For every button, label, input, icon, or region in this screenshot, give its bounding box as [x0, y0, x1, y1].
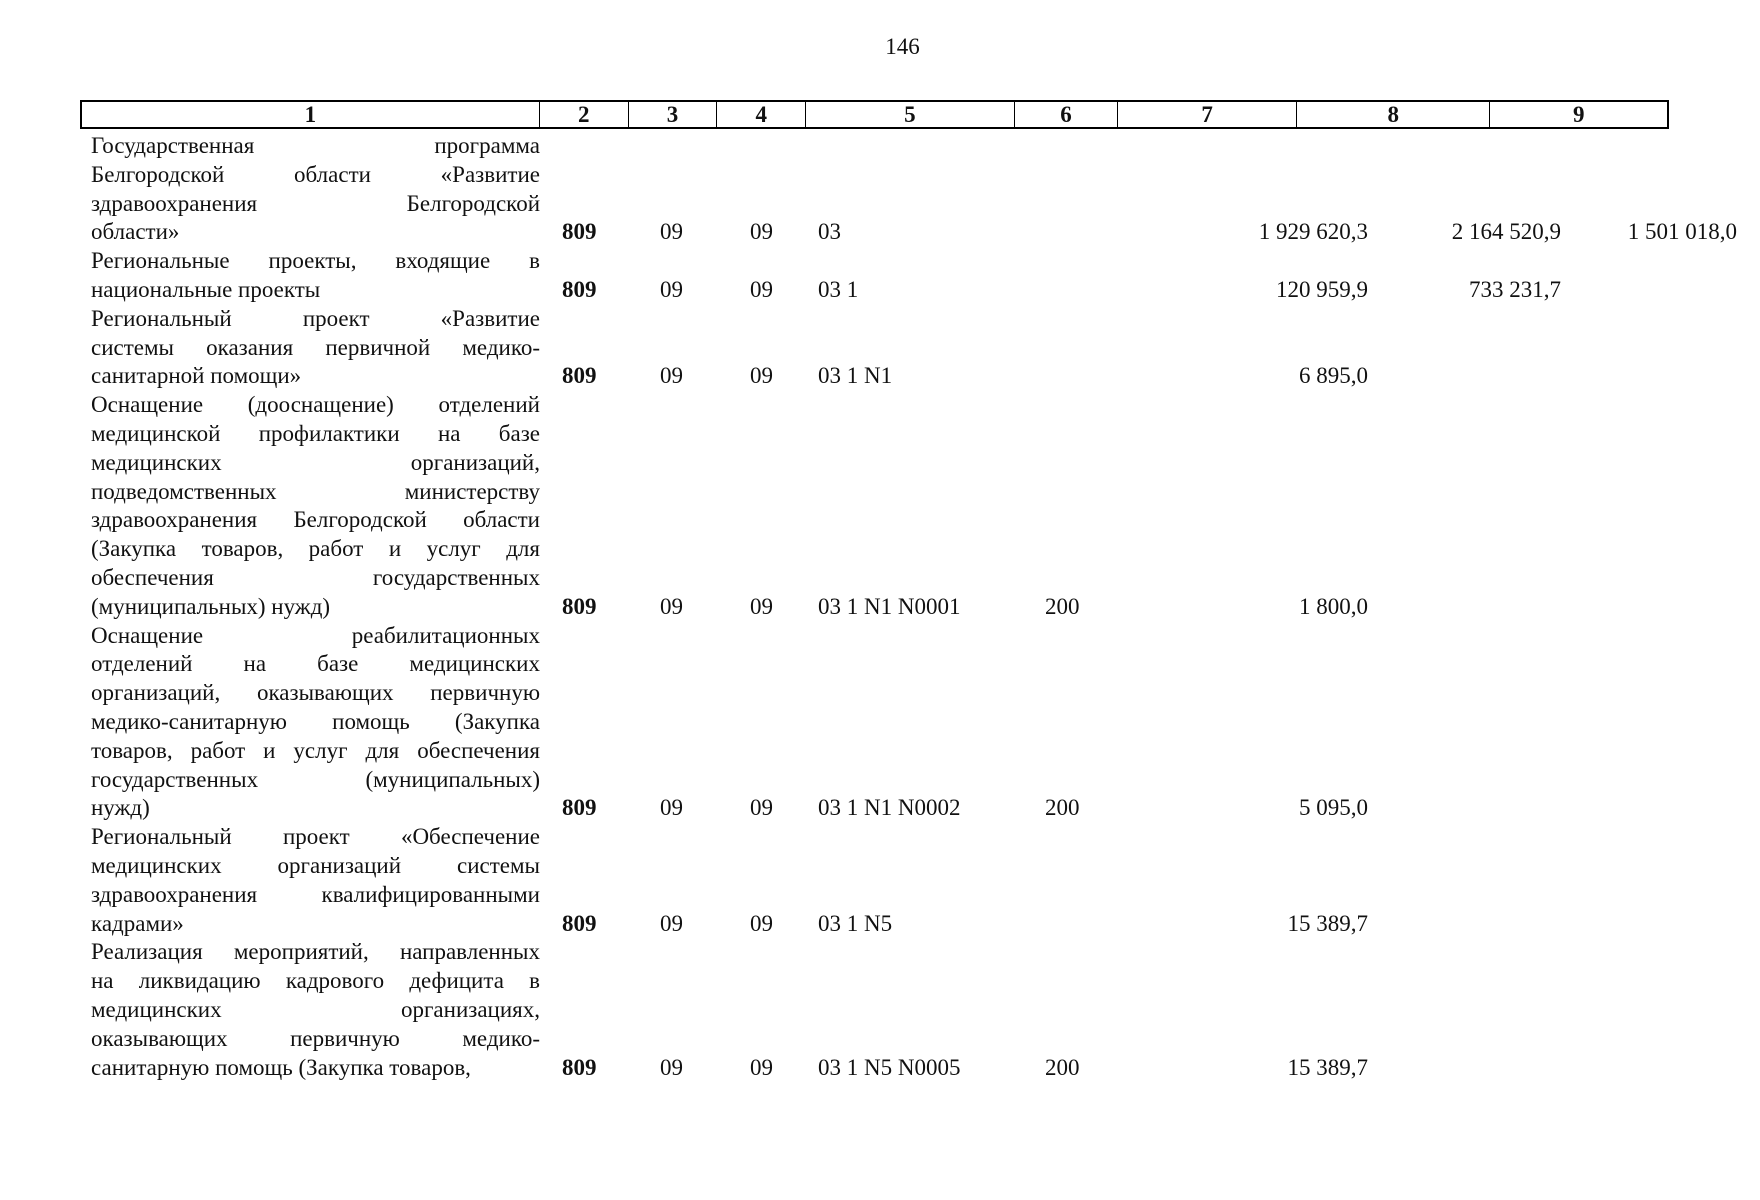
description-line: Региональный проект «Развитие	[91, 305, 540, 331]
description-line: медицинских организаций системы	[91, 852, 540, 878]
header-col-9: 9	[1572, 101, 1585, 127]
description-line: Реализация мероприятий, направленных	[91, 939, 540, 965]
description-line: медико-санитарную помощь (Закупка	[91, 708, 540, 734]
cell-c2: 809	[562, 593, 597, 619]
description-line: медицинской профилактики на базе	[91, 420, 540, 446]
cell-c4: 09	[750, 276, 773, 302]
cell-c6: 200	[1045, 1054, 1080, 1080]
cell-c5: 03 1 N1 N0001	[818, 593, 961, 619]
cell-c8: 2 164 520,9	[1451, 219, 1561, 245]
header-col-3: 3	[629, 102, 718, 127]
description-line: обеспечения государственных	[91, 564, 540, 590]
description-line: санитарной помощи»	[91, 363, 302, 389]
cell-c5: 03 1	[818, 276, 859, 302]
cell-c6: 200	[1045, 795, 1080, 821]
cell-c2: 809	[562, 1054, 597, 1080]
cell-c3: 09	[660, 795, 683, 821]
cell-c4: 09	[750, 1054, 773, 1080]
table-row	[80, 391, 1680, 621]
description-line: кадрами»	[91, 910, 184, 936]
cell-c7: 120 959,9	[1276, 276, 1368, 302]
description-line: здравоохранения Белгородской	[91, 190, 540, 216]
description-line: подведомственных министерству	[91, 478, 540, 504]
cell-c3: 09	[660, 219, 683, 245]
header-col-6: 6	[1015, 102, 1119, 127]
description-line: отделений на базе медицинских	[91, 651, 540, 677]
cell-c2: 809	[562, 363, 597, 389]
table-header	[80, 100, 1669, 129]
cell-c3: 09	[660, 363, 683, 389]
row-description	[91, 305, 540, 391]
cell-c3: 09	[660, 276, 683, 302]
cell-c4: 09	[750, 795, 773, 821]
table-row	[80, 823, 1680, 938]
row-description	[91, 823, 540, 938]
description-line: Оснащение реабилитационных	[91, 622, 540, 648]
cell-c5: 03 1 N5 N0005	[818, 1054, 961, 1080]
table-row	[80, 622, 1680, 824]
cell-c9: 1 501 018,0	[1627, 219, 1737, 245]
description-line: государственных (муниципальных)	[91, 766, 540, 792]
cell-c5: 03	[818, 219, 841, 245]
description-line: (Закупка товаров, работ и услуг для	[91, 536, 540, 562]
row-description	[91, 132, 540, 247]
cell-c2: 809	[562, 219, 597, 245]
header-col-8: 8	[1297, 102, 1491, 127]
table-row	[80, 305, 1680, 391]
description-line: национальные проекты	[91, 276, 321, 302]
description-line: санитарную помощь (Закупка товаров,	[91, 1054, 471, 1080]
description-line: системы оказания первичной медико-	[91, 334, 540, 360]
description-line: (муниципальных) нужд)	[91, 593, 331, 619]
page-number: 146	[885, 34, 920, 59]
row-description	[91, 247, 540, 305]
row-description	[91, 391, 540, 621]
cell-c7: 6 895,0	[1299, 363, 1368, 389]
cell-c3: 09	[660, 910, 683, 936]
description-line: Региональный проект «Обеспечение	[91, 824, 540, 850]
cell-c4: 09	[750, 219, 773, 245]
description-line: товаров, работ и услуг для обеспечения	[91, 737, 540, 763]
description-line: области»	[91, 219, 180, 245]
cell-c2: 809	[562, 910, 597, 936]
cell-c5: 03 1 N5	[818, 910, 893, 936]
table-body	[80, 132, 1737, 1082]
cell-c3: 09	[660, 593, 683, 619]
cell-c7: 5 095,0	[1299, 795, 1368, 821]
description-line: здравоохранения квалифицированными	[91, 881, 540, 907]
description-line: Оснащение (дооснащение) отделений	[91, 392, 540, 418]
cell-c4: 09	[750, 593, 773, 619]
header-col-5: 5	[806, 102, 1014, 127]
header-col-7: 7	[1118, 102, 1297, 127]
row-description	[91, 938, 540, 1082]
cell-c2: 809	[562, 795, 597, 821]
description-line: оказывающих первичную медико-	[91, 1025, 540, 1051]
description-line: Государственная программа	[91, 133, 540, 158]
description-line: здравоохранения Белгородской области	[91, 507, 540, 533]
cell-c7: 1 929 620,3	[1258, 219, 1368, 245]
table-row	[80, 938, 1680, 1082]
header-col-2: 2	[540, 102, 629, 127]
cell-c5: 03 1 N1 N0002	[818, 795, 961, 821]
cell-c5: 03 1 N1	[818, 363, 893, 389]
header-col-1: 1	[82, 102, 540, 127]
cell-c2: 809	[562, 276, 597, 302]
table-row	[80, 247, 1680, 305]
description-line: Региональные проекты, входящие в	[91, 248, 540, 274]
description-line: медицинских организациях,	[91, 996, 540, 1022]
cell-c4: 09	[750, 363, 773, 389]
header-col-4: 4	[717, 102, 806, 127]
cell-c4: 09	[750, 910, 773, 936]
description-line: нужд)	[91, 795, 150, 821]
row-description	[91, 622, 540, 824]
table-row	[80, 132, 1737, 247]
description-line: на ликвидацию кадрового дефицита в	[91, 968, 540, 994]
description-line: организаций, оказывающих первичную	[91, 680, 540, 706]
cell-c6: 200	[1045, 593, 1080, 619]
cell-c8: 733 231,7	[1469, 276, 1561, 302]
cell-c7: 15 389,7	[1287, 1054, 1368, 1080]
cell-c7: 15 389,7	[1287, 910, 1368, 936]
description-line: Белгородской области «Развитие	[91, 161, 540, 187]
cell-c7: 1 800,0	[1299, 593, 1368, 619]
description-line: медицинских организаций,	[91, 449, 540, 475]
cell-c3: 09	[660, 1054, 683, 1080]
